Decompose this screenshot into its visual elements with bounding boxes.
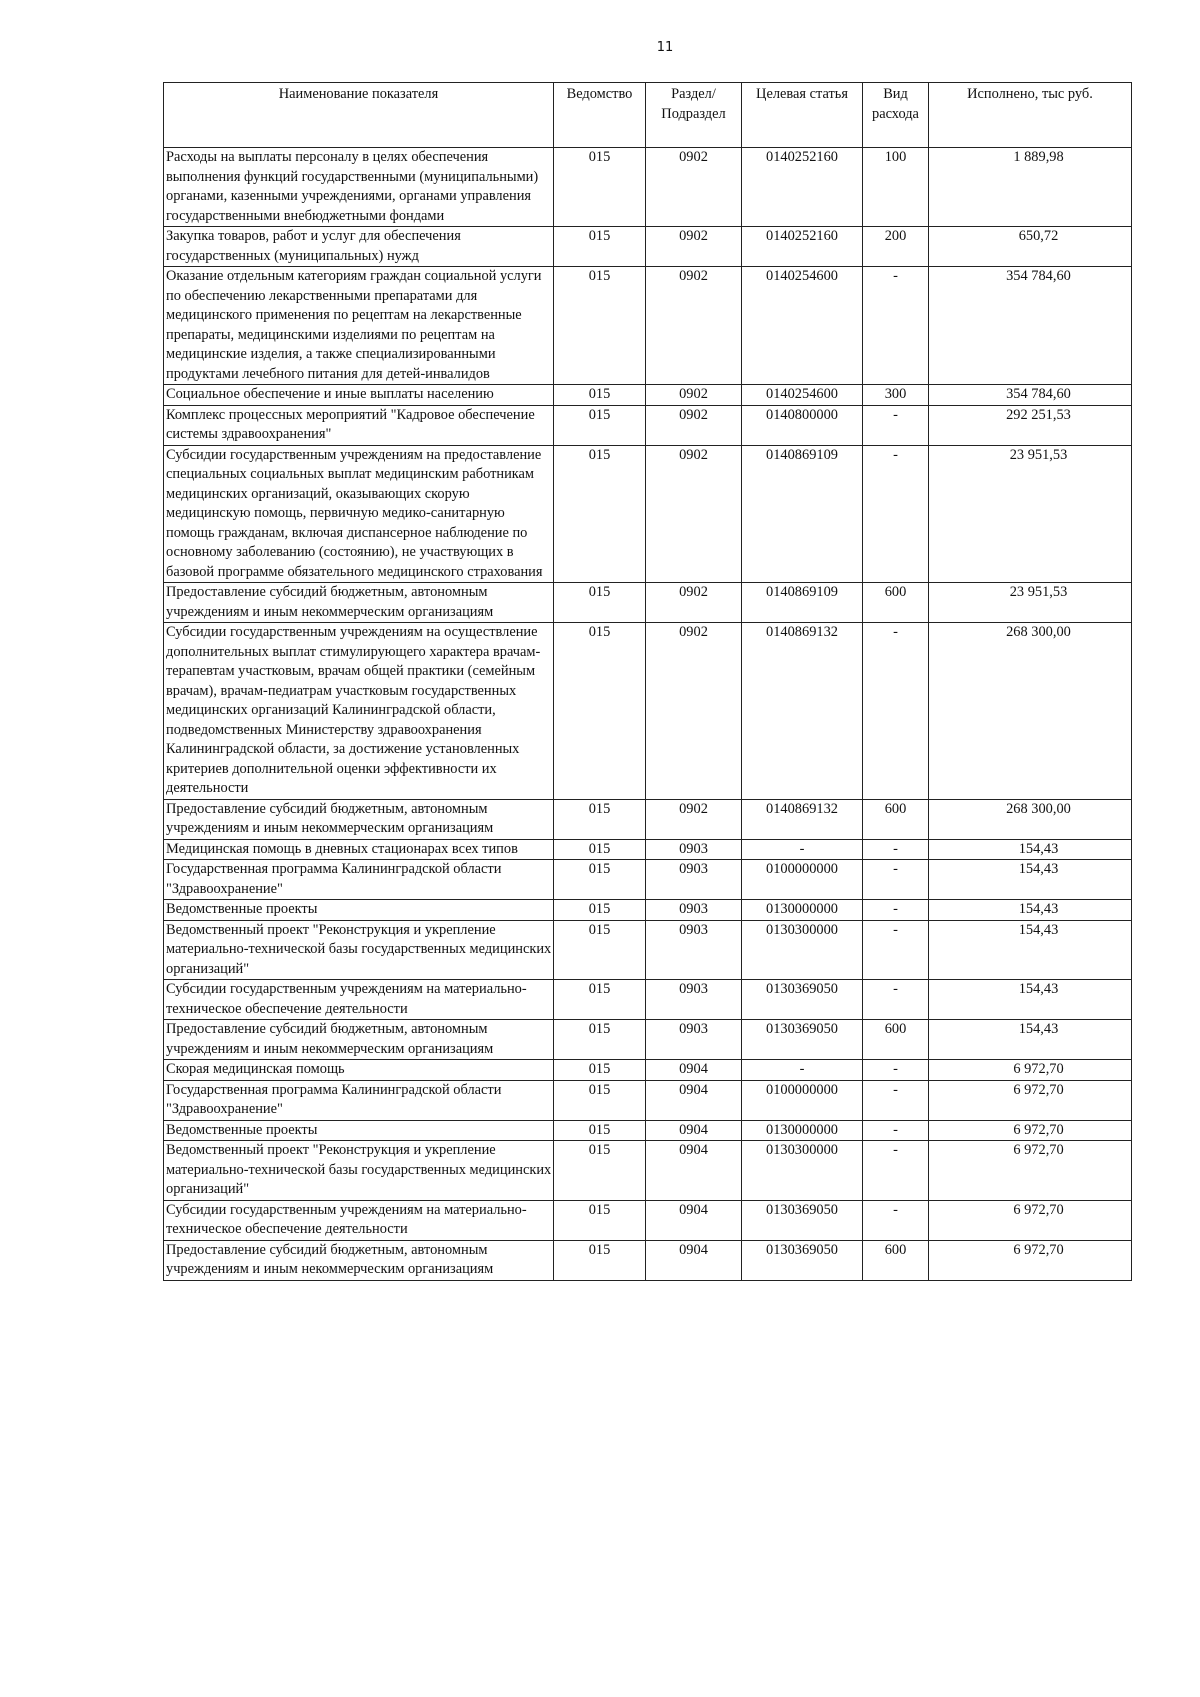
row-name: Ведомственный проект "Реконструкция и укрепление материально-технической базы государственных медицинских организаций" bbox=[164, 920, 554, 980]
row-amount: 268 300,00 bbox=[929, 623, 1132, 800]
row-amount: 154,43 bbox=[929, 839, 1132, 860]
row-expense-type: - bbox=[863, 1200, 929, 1240]
row-department: 015 bbox=[554, 148, 646, 227]
row-section: 0902 bbox=[646, 227, 742, 267]
row-section: 0902 bbox=[646, 583, 742, 623]
row-target: 0130300000 bbox=[742, 920, 863, 980]
row-amount: 6 972,70 bbox=[929, 1200, 1132, 1240]
header-target: Целевая статья bbox=[742, 83, 863, 148]
table-row bbox=[164, 1080, 1132, 1120]
table-row bbox=[164, 1120, 1132, 1141]
table-row bbox=[164, 405, 1132, 445]
row-expense-type: - bbox=[863, 1060, 929, 1081]
row-amount: 6 972,70 bbox=[929, 1060, 1132, 1081]
row-name: Ведомственный проект "Реконструкция и укрепление материально-технической базы государственных медицинских организаций" bbox=[164, 1141, 554, 1201]
row-amount: 154,43 bbox=[929, 1020, 1132, 1060]
row-amount: 292 251,53 bbox=[929, 405, 1132, 445]
row-amount: 23 951,53 bbox=[929, 583, 1132, 623]
row-department: 015 bbox=[554, 385, 646, 406]
row-target: 0140252160 bbox=[742, 148, 863, 227]
row-target: 0140869132 bbox=[742, 799, 863, 839]
row-expense-type: 600 bbox=[863, 799, 929, 839]
row-target: 0140869109 bbox=[742, 583, 863, 623]
row-name: Государственная программа Калининградской области "Здравоохранение" bbox=[164, 1080, 554, 1120]
row-name: Ведомственные проекты bbox=[164, 900, 554, 921]
row-target: 0130369050 bbox=[742, 1200, 863, 1240]
header-expense-type: Вид расхода bbox=[863, 83, 929, 148]
row-department: 015 bbox=[554, 1240, 646, 1280]
row-amount: 268 300,00 bbox=[929, 799, 1132, 839]
row-amount: 23 951,53 bbox=[929, 445, 1132, 583]
table-row bbox=[164, 623, 1132, 800]
table-row bbox=[164, 1020, 1132, 1060]
row-expense-type: 100 bbox=[863, 148, 929, 227]
row-department: 015 bbox=[554, 1020, 646, 1060]
row-section: 0903 bbox=[646, 980, 742, 1020]
table-row bbox=[164, 227, 1132, 267]
table-header-row bbox=[164, 83, 1132, 148]
table-row bbox=[164, 1141, 1132, 1201]
table-row bbox=[164, 267, 1132, 385]
row-name: Комплекс процессных мероприятий "Кадровое обеспечение системы здравоохранения" bbox=[164, 405, 554, 445]
row-amount: 6 972,70 bbox=[929, 1240, 1132, 1280]
row-section: 0903 bbox=[646, 920, 742, 980]
row-amount: 154,43 bbox=[929, 860, 1132, 900]
row-expense-type: - bbox=[863, 445, 929, 583]
page-number: 11 bbox=[656, 40, 674, 55]
row-department: 015 bbox=[554, 445, 646, 583]
row-amount: 6 972,70 bbox=[929, 1141, 1132, 1201]
row-department: 015 bbox=[554, 860, 646, 900]
row-expense-type: - bbox=[863, 860, 929, 900]
row-amount: 1 889,98 bbox=[929, 148, 1132, 227]
row-name: Субсидии государственным учреждениям на материально-техническое обеспечение деятельности bbox=[164, 1200, 554, 1240]
table-row bbox=[164, 1200, 1132, 1240]
row-expense-type: - bbox=[863, 1141, 929, 1201]
table-row bbox=[164, 920, 1132, 980]
header-amount: Исполнено, тыс руб. bbox=[929, 83, 1132, 148]
row-department: 015 bbox=[554, 623, 646, 800]
table-row bbox=[164, 980, 1132, 1020]
row-expense-type: - bbox=[863, 920, 929, 980]
row-section: 0902 bbox=[646, 405, 742, 445]
row-department: 015 bbox=[554, 920, 646, 980]
table-row bbox=[164, 860, 1132, 900]
row-section: 0902 bbox=[646, 623, 742, 800]
row-department: 015 bbox=[554, 267, 646, 385]
row-name: Медицинская помощь в дневных стационарах всех типов bbox=[164, 839, 554, 860]
row-target: 0100000000 bbox=[742, 1080, 863, 1120]
row-target: 0130369050 bbox=[742, 980, 863, 1020]
row-target: - bbox=[742, 839, 863, 860]
row-name: Субсидии государственным учреждениям на материально-техническое обеспечение деятельности bbox=[164, 980, 554, 1020]
row-section: 0904 bbox=[646, 1240, 742, 1280]
row-name: Скорая медицинская помощь bbox=[164, 1060, 554, 1081]
table-row bbox=[164, 583, 1132, 623]
row-name: Государственная программа Калининградской области "Здравоохранение" bbox=[164, 860, 554, 900]
row-target: 0130369050 bbox=[742, 1020, 863, 1060]
row-expense-type: - bbox=[863, 1120, 929, 1141]
row-expense-type: 200 bbox=[863, 227, 929, 267]
row-department: 015 bbox=[554, 1060, 646, 1081]
header-section: Раздел/ Подраздел bbox=[646, 83, 742, 148]
row-name: Расходы на выплаты персоналу в целях обеспечения выполнения функций государственными (муниципальными) органами, казенными учреждениями, органами управления государственными внебюджетными фондами bbox=[164, 148, 554, 227]
row-name: Предоставление субсидий бюджетным, автономным учреждениям и иным некоммерческим организациям bbox=[164, 583, 554, 623]
row-name: Закупка товаров, работ и услуг для обеспечения государственных (муниципальных) нужд bbox=[164, 227, 554, 267]
row-name: Предоставление субсидий бюджетным, автономным учреждениям и иным некоммерческим организациям bbox=[164, 1240, 554, 1280]
expenditure-table bbox=[163, 82, 1132, 1281]
row-name: Субсидии государственным учреждениям на предоставление специальных социальных выплат медицинским работникам медицинских организаций, оказывающих скорую медицинскую помощь, первичную медико-санитарную помощь гражданам, включая диспансерное наблюдение по основному заболеванию (состоянию), не участвующих в базовой программе обязательного медицинского страхования bbox=[164, 445, 554, 583]
row-target: 0130300000 bbox=[742, 1141, 863, 1201]
table-row bbox=[164, 445, 1132, 583]
row-department: 015 bbox=[554, 583, 646, 623]
row-expense-type: - bbox=[863, 623, 929, 800]
row-name: Предоставление субсидий бюджетным, автономным учреждениям и иным некоммерческим организациям bbox=[164, 1020, 554, 1060]
row-section: 0902 bbox=[646, 267, 742, 385]
row-expense-type: 600 bbox=[863, 1240, 929, 1280]
row-name: Предоставление субсидий бюджетным, автономным учреждениям и иным некоммерческим организациям bbox=[164, 799, 554, 839]
row-amount: 650,72 bbox=[929, 227, 1132, 267]
row-section: 0902 bbox=[646, 799, 742, 839]
row-section: 0902 bbox=[646, 385, 742, 406]
header-name: Наименование показателя bbox=[164, 83, 554, 148]
row-amount: 154,43 bbox=[929, 980, 1132, 1020]
row-expense-type: - bbox=[863, 267, 929, 385]
row-expense-type: - bbox=[863, 839, 929, 860]
row-target: 0140254600 bbox=[742, 385, 863, 406]
row-name: Социальное обеспечение и иные выплаты населению bbox=[164, 385, 554, 406]
row-expense-type: - bbox=[863, 980, 929, 1020]
row-section: 0904 bbox=[646, 1120, 742, 1141]
row-name: Оказание отдельным категориям граждан социальной услуги по обеспечению лекарственными препаратами для медицинского применения по рецептам на лекарственные препараты, медицинскими изделиями по рецептам на медицинские изделия, а также специализированными продуктами лечебного питания для детей-инвалидов bbox=[164, 267, 554, 385]
row-amount: 6 972,70 bbox=[929, 1080, 1132, 1120]
row-section: 0904 bbox=[646, 1141, 742, 1201]
row-section: 0904 bbox=[646, 1080, 742, 1120]
table-row bbox=[164, 900, 1132, 921]
row-target: 0140869132 bbox=[742, 623, 863, 800]
table-row bbox=[164, 799, 1132, 839]
row-name: Ведомственные проекты bbox=[164, 1120, 554, 1141]
row-section: 0902 bbox=[646, 148, 742, 227]
row-expense-type: - bbox=[863, 405, 929, 445]
row-department: 015 bbox=[554, 980, 646, 1020]
row-department: 015 bbox=[554, 799, 646, 839]
row-section: 0903 bbox=[646, 860, 742, 900]
row-section: 0903 bbox=[646, 1020, 742, 1060]
row-department: 015 bbox=[554, 1120, 646, 1141]
row-department: 015 bbox=[554, 227, 646, 267]
row-amount: 354 784,60 bbox=[929, 267, 1132, 385]
row-amount: 154,43 bbox=[929, 900, 1132, 921]
row-section: 0903 bbox=[646, 839, 742, 860]
table-row bbox=[164, 1240, 1132, 1280]
row-section: 0904 bbox=[646, 1060, 742, 1081]
row-amount: 6 972,70 bbox=[929, 1120, 1132, 1141]
row-target: 0100000000 bbox=[742, 860, 863, 900]
table-row bbox=[164, 148, 1132, 227]
row-expense-type: - bbox=[863, 1080, 929, 1120]
row-amount: 354 784,60 bbox=[929, 385, 1132, 406]
row-department: 015 bbox=[554, 900, 646, 921]
row-department: 015 bbox=[554, 405, 646, 445]
row-target: 0130000000 bbox=[742, 1120, 863, 1141]
row-section: 0903 bbox=[646, 900, 742, 921]
row-target: 0140869109 bbox=[742, 445, 863, 583]
table-row bbox=[164, 1060, 1132, 1081]
row-target: - bbox=[742, 1060, 863, 1081]
table-row bbox=[164, 385, 1132, 406]
row-amount: 154,43 bbox=[929, 920, 1132, 980]
row-expense-type: 600 bbox=[863, 583, 929, 623]
table-body bbox=[164, 148, 1132, 1281]
row-expense-type: 300 bbox=[863, 385, 929, 406]
row-section: 0904 bbox=[646, 1200, 742, 1240]
row-target: 0130369050 bbox=[742, 1240, 863, 1280]
row-target: 0140254600 bbox=[742, 267, 863, 385]
row-department: 015 bbox=[554, 1141, 646, 1201]
header-department: Ведомство bbox=[554, 83, 646, 148]
row-section: 0902 bbox=[646, 445, 742, 583]
table-row bbox=[164, 839, 1132, 860]
row-name: Субсидии государственным учреждениям на осуществление дополнительных выплат стимулирующего характера врачам-терапевтам участковым, врачам общей практики (семейным врачам), врачам-педиатрам участковым государственных медицинских организаций Калининградской области, подведомственных Министерству здравоохранения Калининградской области, за достижение установленных критериев дополнительной оценки эффективности их деятельности bbox=[164, 623, 554, 800]
row-department: 015 bbox=[554, 1080, 646, 1120]
row-target: 0140800000 bbox=[742, 405, 863, 445]
row-target: 0130000000 bbox=[742, 900, 863, 921]
row-target: 0140252160 bbox=[742, 227, 863, 267]
row-department: 015 bbox=[554, 1200, 646, 1240]
row-expense-type: - bbox=[863, 900, 929, 921]
row-department: 015 bbox=[554, 839, 646, 860]
row-expense-type: 600 bbox=[863, 1020, 929, 1060]
